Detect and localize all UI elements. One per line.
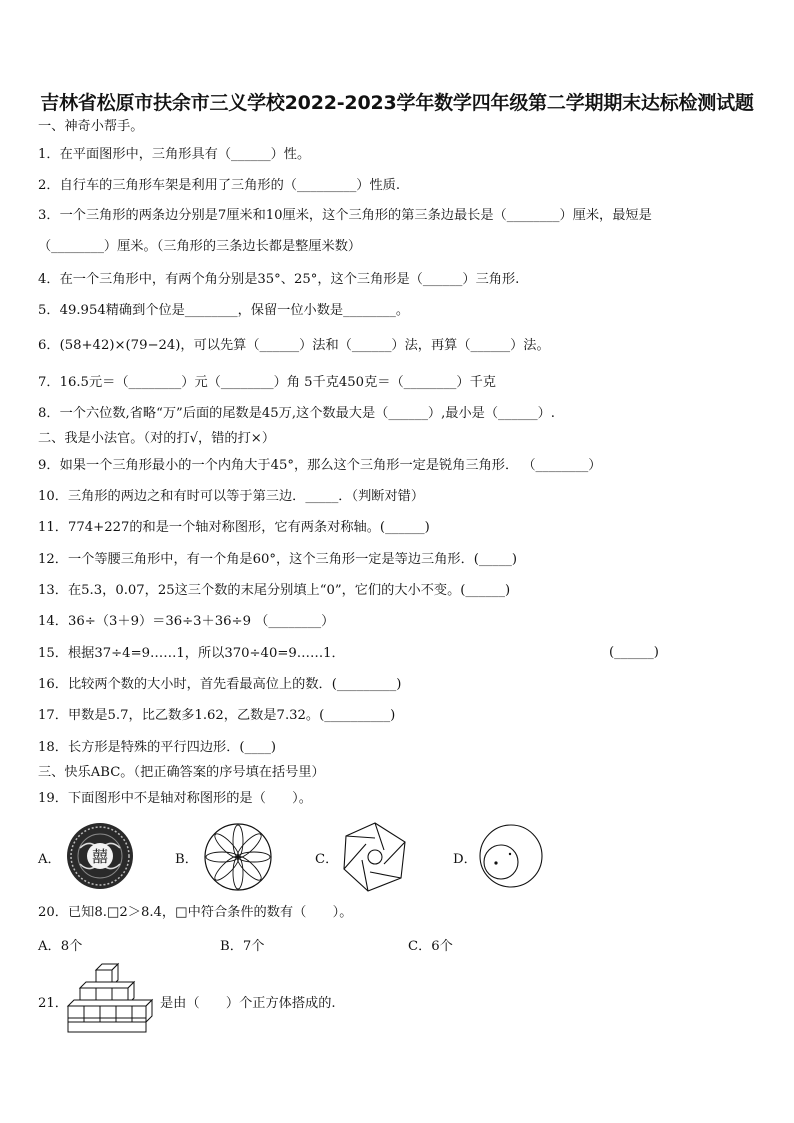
question-16: 16．比较两个数的大小时，首先看最高位上的数．(_________) xyxy=(38,677,402,692)
question-12: 12．一个等腰三角形中，有一个角是60°，这个三角形一定是等边三角形．(_____) xyxy=(38,552,518,567)
q20-option-a: A．8个 xyxy=(38,939,83,954)
question-10: 10．三角形的两边之和有时可以等于第三边．_____．（判断对错） xyxy=(38,489,425,504)
section-1-heading: 一、神奇小帮手。 xyxy=(38,119,144,134)
question-13: 13．在5.3，0.07，25这三个数的末尾分别填上“0”，它们的大小不变。(______) xyxy=(38,583,511,598)
q19-option-b-label: B． xyxy=(175,852,198,867)
question-21-text: 是由（ ）个正方体搭成的. xyxy=(160,996,336,1011)
question-14: 14．36÷（3＋9）＝36÷3＋36÷9 （________） xyxy=(38,614,335,629)
q19-option-a-figure xyxy=(66,822,134,890)
question-21-number: 21． xyxy=(38,996,68,1011)
question-3-line-2: （________）厘米。（三角形的三条边长都是整厘米数） xyxy=(38,239,362,254)
question-20: 20．已知8.□2＞8.4，□中符合条件的数有（ ）。 xyxy=(38,905,353,920)
question-4: 4．在一个三角形中，有两个角分别是35°、25°，这个三角形是（______）三角形. xyxy=(38,272,520,287)
question-19: 19．下面图形中不是轴对称图形的是（ ）。 xyxy=(38,791,312,806)
q20-option-c: C．6个 xyxy=(408,939,453,954)
q19-option-a-label: A． xyxy=(38,852,61,867)
section-3-heading: 三、快乐ABC。（把正确答案的序号填在括号里） xyxy=(38,765,325,780)
q20-option-b: B．7个 xyxy=(220,939,265,954)
question-18: 18．长方形是特殊的平行四边形．(____) xyxy=(38,740,277,755)
q19-option-c-label: C． xyxy=(315,852,339,867)
question-7: 7．16.5元＝（________）元（________）角 5千克450克＝（________）千克 xyxy=(38,375,496,390)
question-9: 9．如果一个三角形最小的一个内角大于45°，那么这个三角形一定是锐角三角形． （________） xyxy=(38,458,602,473)
question-11: 11．774+227的和是一个轴对称图形，它有两条对称轴。(______) xyxy=(38,520,430,535)
q19-option-d-label: D． xyxy=(453,852,477,867)
q19-option-c-figure xyxy=(338,820,412,894)
question-6: 6．(58+42)×(79−24)，可以先算（______）法和（______）法，再算（______）法。 xyxy=(38,338,550,353)
question-15: 15．根据37÷4=9……1，所以370÷40=9……1． xyxy=(38,646,345,661)
double-happiness-mark: 囍 xyxy=(91,847,109,866)
q21-cube-stack-figure xyxy=(66,962,154,1036)
question-1: 1．在平面图形中，三角形具有（______）性。 xyxy=(38,147,311,162)
q19-option-b-figure xyxy=(203,822,273,892)
q19-option-d-figure xyxy=(478,822,544,890)
section-2-heading: 二、我是小法官。（对的打√，错的打×） xyxy=(38,431,276,446)
page-title: 吉林省松原市扶余市三义学校2022-2023学年数学四年级第二学期期末达标检测试题 xyxy=(40,92,754,114)
question-2: 2．自行车的三角形车架是利用了三角形的（_________）性质. xyxy=(38,178,401,193)
question-5: 5．49.954精确到个位是________，保留一位小数是________。 xyxy=(38,303,410,318)
question-8: 8．一个六位数,省略“万”后面的尾数是45万,这个数最大是（______）,最小是（______）. xyxy=(38,406,555,421)
question-3-line-1: 3．一个三角形的两条边分别是7厘米和10厘米，这个三角形的第三条边最长是（________）厘米，最短是 xyxy=(38,208,652,223)
question-15-answer-blank: (______) xyxy=(609,645,659,660)
question-17: 17．甲数是5.7，比乙数多1.62，乙数是7.32。(__________) xyxy=(38,708,396,723)
